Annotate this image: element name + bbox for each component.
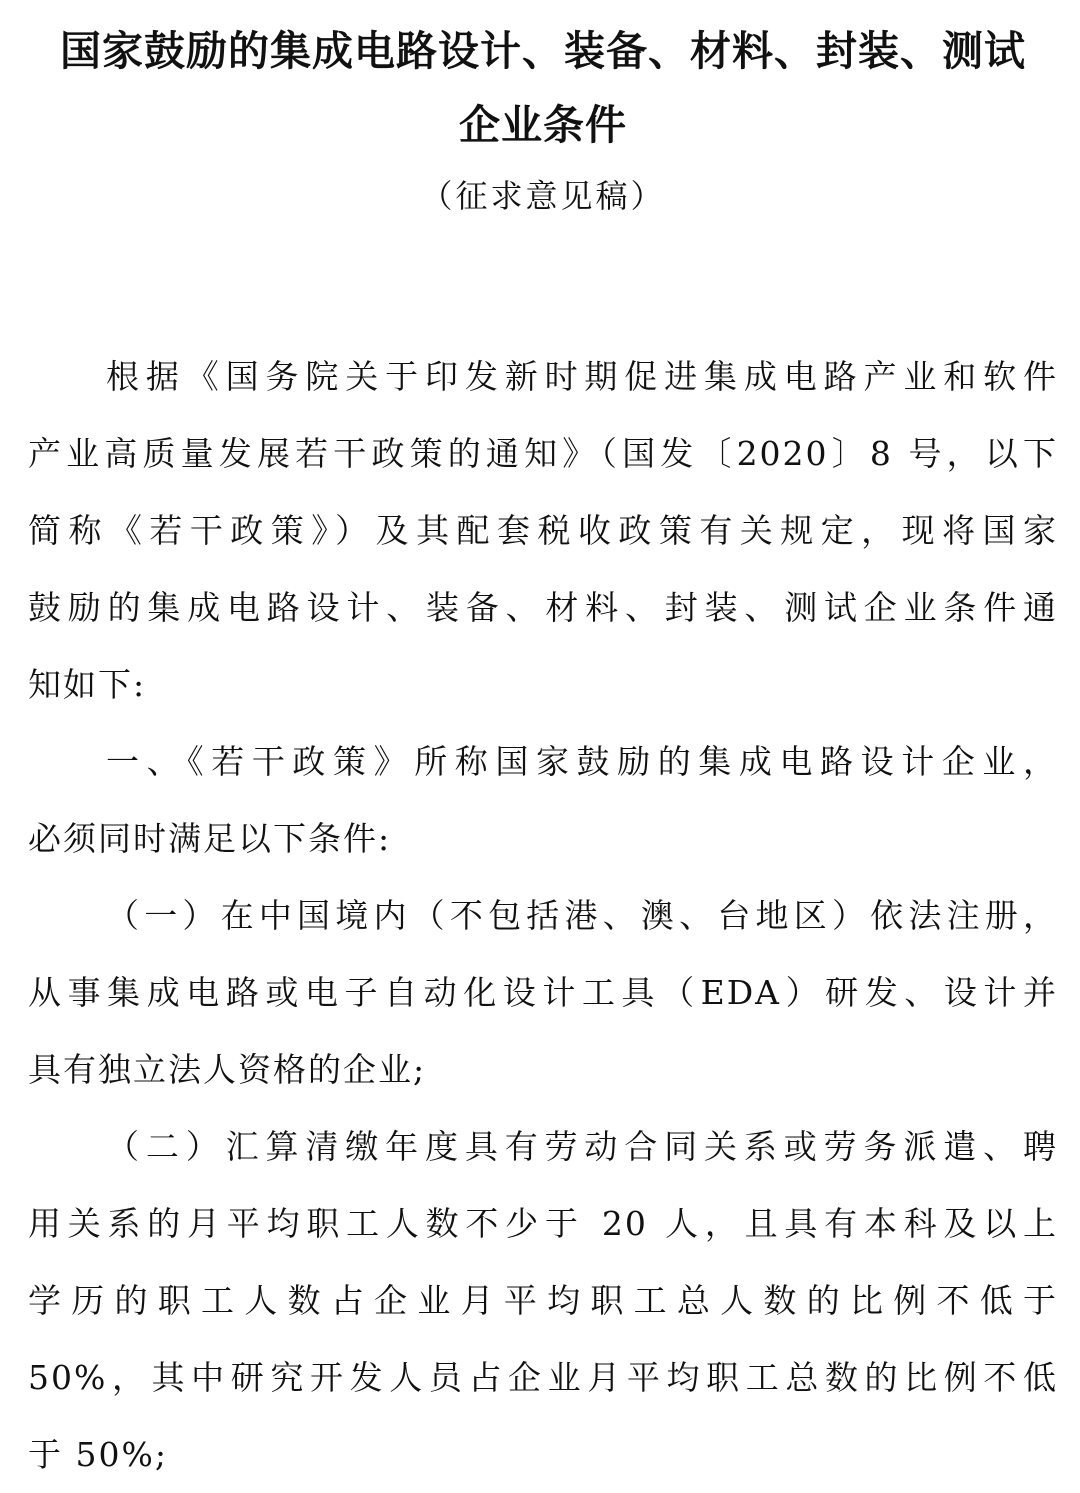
document-title <box>28 0 1058 162</box>
text-line: 从事集成电路或电子自动化设计工具（EDA）研发、设计并 <box>28 973 1058 1012</box>
text-line: 具有独立法人资格的企业; <box>28 1050 427 1089</box>
text-line: 简称《若干政策》）及其配套税收政策有关规定，现将国家 <box>28 511 1058 550</box>
document-body <box>28 338 1058 1493</box>
paragraph-item-two <box>28 1108 1058 1493</box>
text-line: （二）汇算清缴年度具有劳动合同关系或劳务派遣、聘 <box>106 1127 1058 1166</box>
text-line: 鼓励的集成电路设计、装备、材料、封装、测试企业条件通 <box>28 588 1058 627</box>
text-line: 50%，其中研究开发人员占企业月平均职工总数的比例不低 <box>28 1358 1058 1397</box>
text-line: 产业高质量发展若干政策的通知》（国发〔2020〕8 号，以下 <box>28 434 1058 473</box>
paragraph-section-one <box>28 723 1058 877</box>
text-line: 必须同时满足以下条件: <box>28 819 392 858</box>
text-line: 用关系的月平均职工人数不少于 20 人，且具有本科及以上 <box>28 1204 1058 1243</box>
text-line: 学历的职工人数占企业月平均职工总人数的比例不低于 <box>28 1281 1058 1320</box>
text-line: 于 50%; <box>28 1435 168 1474</box>
text-line: 根据《国务院关于印发新时期促进集成电路产业和软件 <box>106 357 1058 396</box>
text-line: 一、《若干政策》所称国家鼓励的集成电路设计企业， <box>106 742 1058 781</box>
document-subtitle: （征求意见稿） <box>420 177 666 215</box>
text-line: （一）在中国境内（不包括港、澳、台地区）依法注册， <box>106 896 1058 935</box>
paragraph-intro <box>28 338 1058 723</box>
title-line-2: 企业条件 <box>459 101 627 149</box>
text-line: 知如下: <box>28 665 147 704</box>
title-line-1: 国家鼓励的集成电路设计、装备、材料、封装、测试 <box>60 27 1026 75</box>
paragraph-item-one <box>28 877 1058 1108</box>
